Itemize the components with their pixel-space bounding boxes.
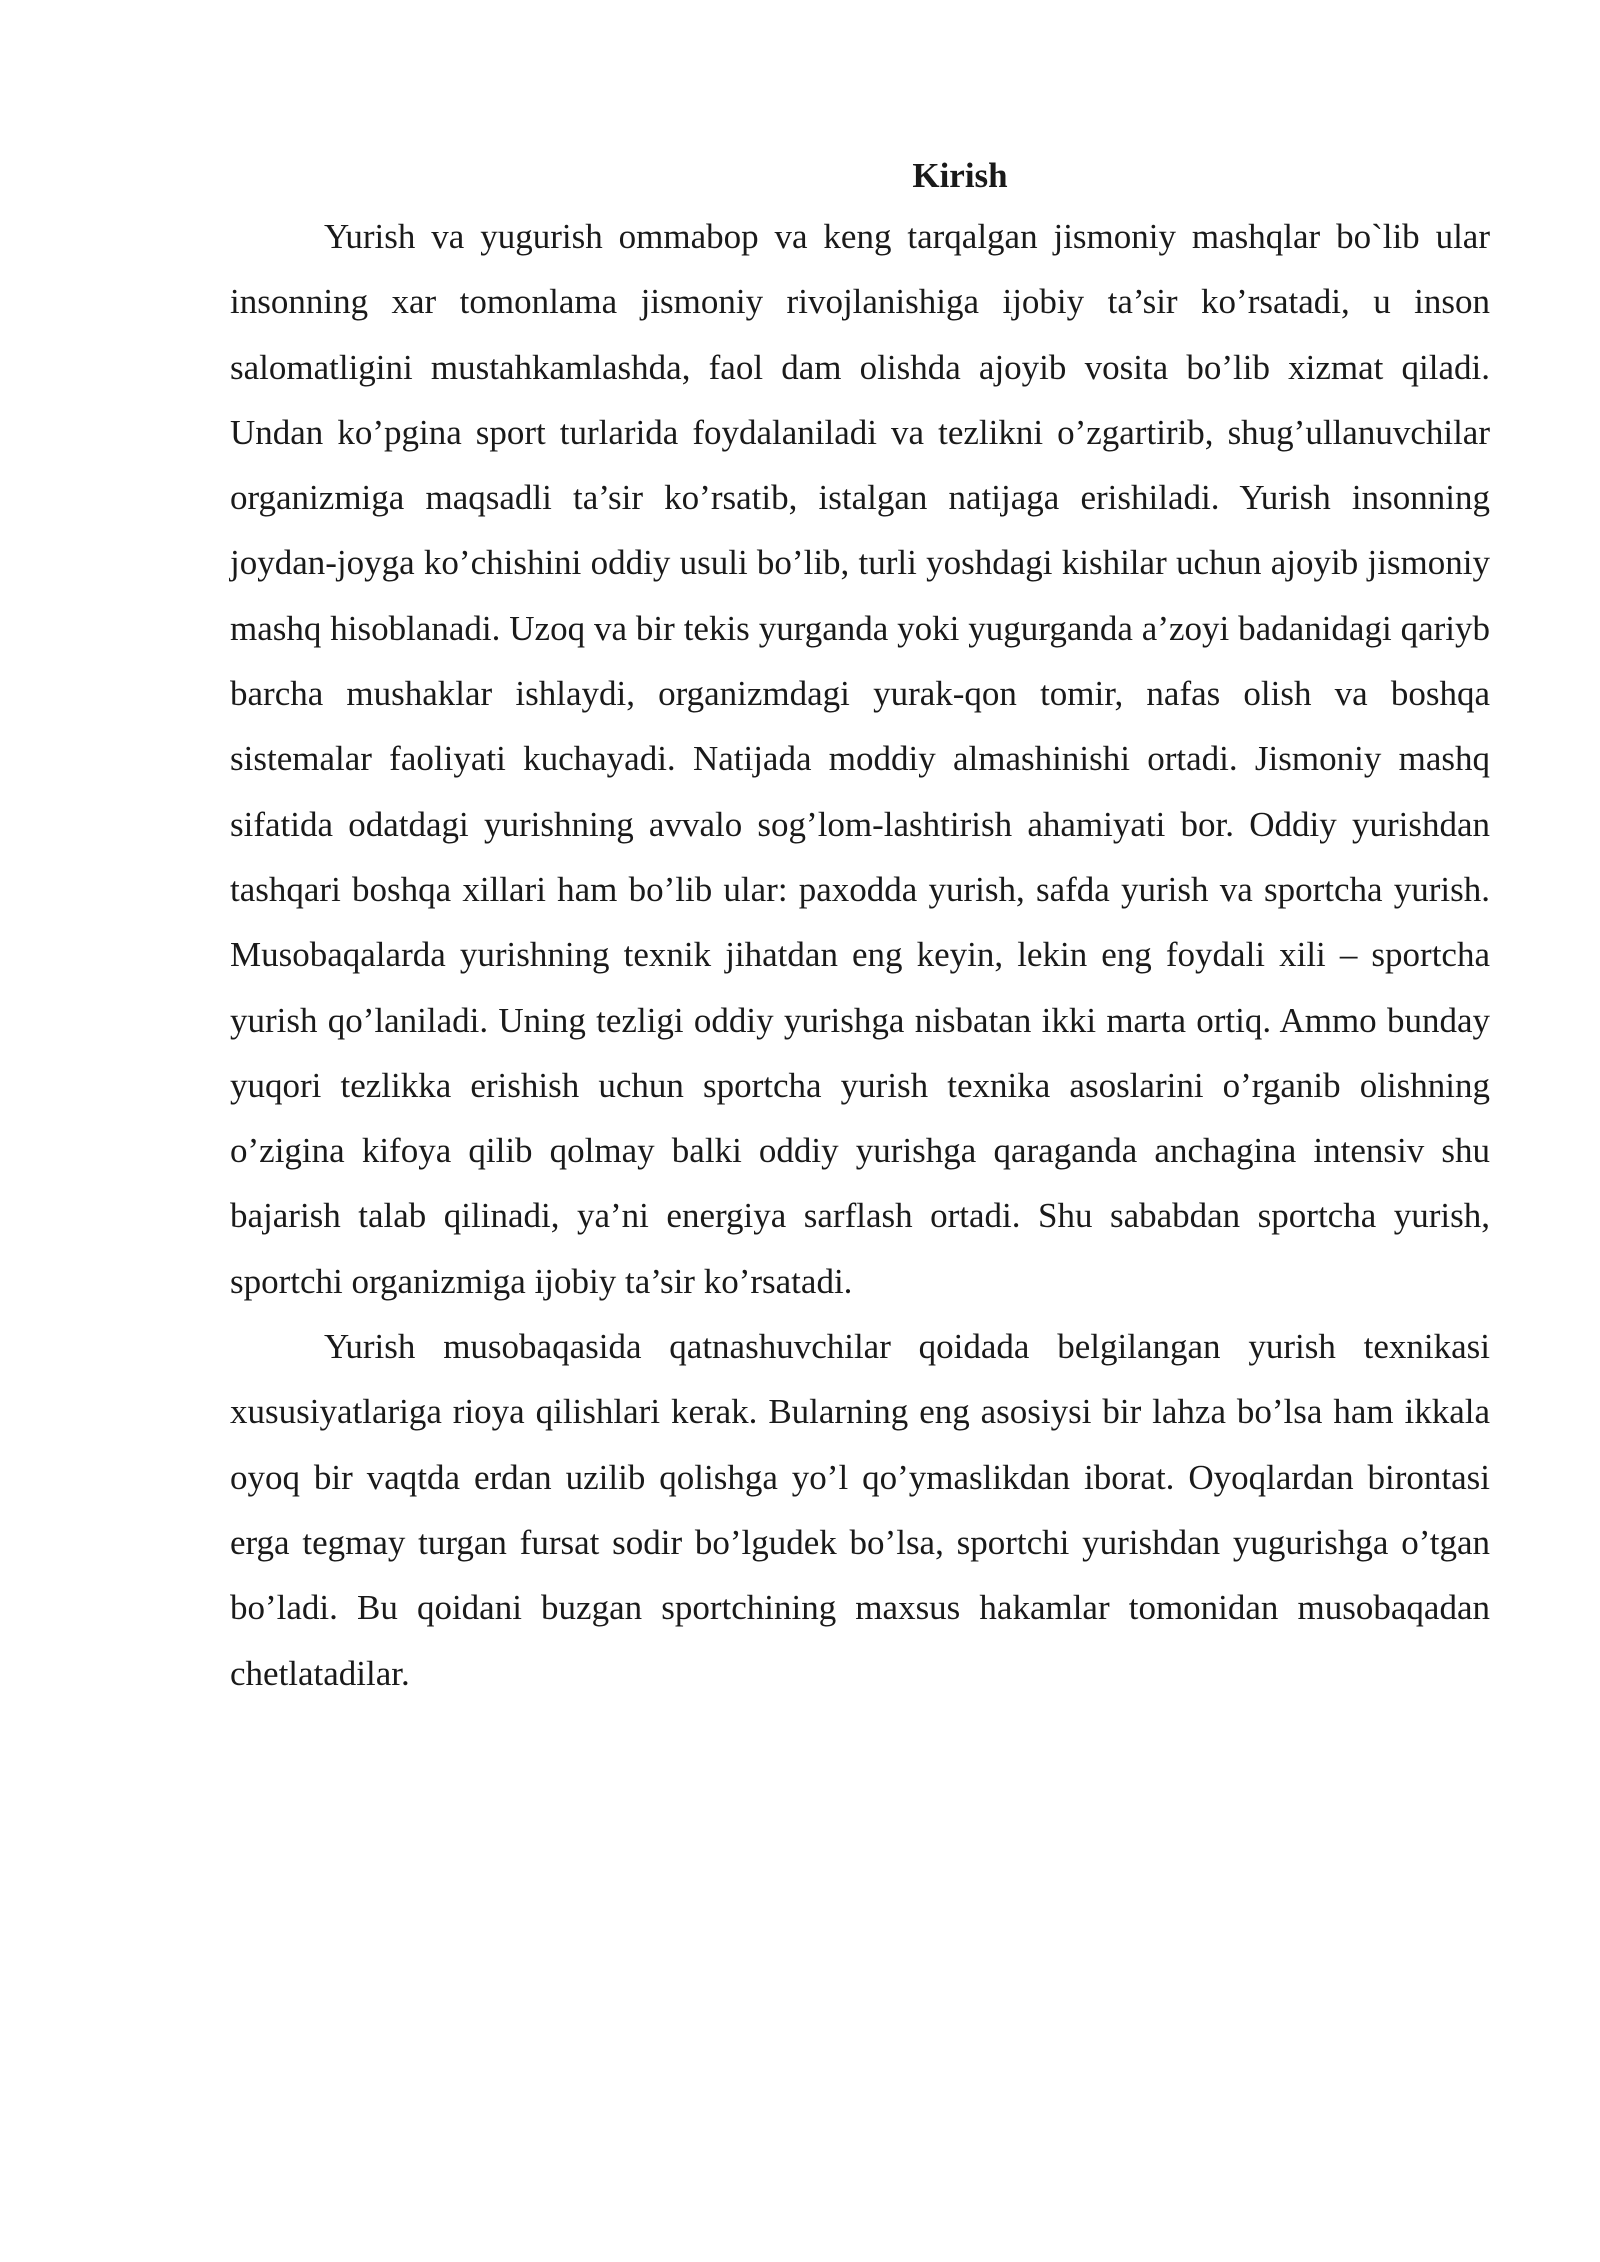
document-title: Kirish (912, 156, 1008, 195)
paragraph: Yurish musobaqasida qatnashuvchilar qoidada belgilangan yurish texnikasi xususiyatlariga rioya qilishlari kerak. Bularning eng asosiysi bir lahza bo’lsa ham ikkala oyoq bir vaqtda erdan uzilib qolishga yo’l qo’ymaslikdan iborat. Oyoqlardan birontasi erga tegmay turgan fursat sodir bo’lgudek bo’lsa, sportchi yurishdan yugurishga o’tgan bo’ladi. Bu qoidani buzgan sportchining maxsus hakamlar tomonidan musobaqadan chetlatadilar. (230, 1327, 1490, 1693)
paragraph: Yurish va yugurish ommabop va keng tarqalgan jismoniy mashqlar bo`lib ular insonning xar tomonlama jismoniy rivojlanishiga ijobiy ta’sir ko’rsatadi, u inson salomatligini mustahkamlashda, faol dam olishda ajoyib vosita bo’lib xizmat qiladi. Undan ko’pgina sport turlarida foydalaniladi va tezlikni o’zgartirib, shug’ullanuvchilar organizmiga maqsadli ta’sir ko’rsatib, istalgan natijaga erishiladi. Yurish insonning joydan-joyga ko’chishini oddiy usuli bo’lib, turli yoshdagi kishilar uchun ajoyib jismoniy mashq hisoblanadi. Uzoq va bir tekis yurganda yoki yugurganda a’zoyi badanidagi qariyb barcha mushaklar ishlaydi, organizmdagi yurak-qon tomir, nafas olish va boshqa sistemalar faoliyati kuchayadi. Natijada moddiy almashinishi ortadi. Jismoniy mashq sifatida odatdagi yurishning avvalo sog’lom-lashtirish ahamiyati bor. Oddiy yurishdan tashqari boshqa xillari ham bo’lib ular: paxodda yurish, safda yurish va sportcha yurish. Musobaqalarda yurishning texnik jihatdan eng keyin, lekin eng foydali xili – sportcha yurish qo’laniladi. Uning tezligi oddiy yurishga nisbatan ikki marta ortiq. Ammo bunday yuqori tezlikka erishish uchun sportcha yurish texnika asoslarini o’rganib olishning o’zigina kifoya qilib qolmay balki oddiy yurishga qaraganda anchagina intensiv shu bajarish talab qilinadi, ya’ni energiya sarflash ortadi. Shu sababdan sportcha yurish, sportchi organizmiga ijobiy ta’sir ko’rsatadi. (230, 217, 1490, 1301)
document-body (230, 148, 1490, 1706)
